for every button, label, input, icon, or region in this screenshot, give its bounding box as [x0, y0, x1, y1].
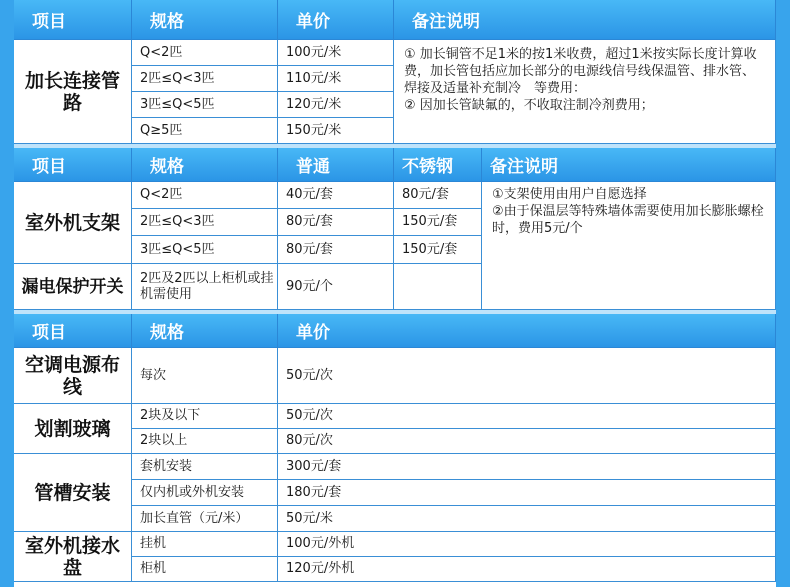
s1-note: ① 加长铜管不足1米的按1米收费，超过1米按实际长度计算收费，加长管包括应加长部分的电源线信号线保温管、排水管、焊接及适量补充制冷 等费用： ② 因加长管缺氟的，不收取注制冷剂费用； — [394, 40, 776, 144]
s3-pipe-price-3: 50元/米 — [278, 506, 776, 532]
price-table — [14, 0, 776, 587]
s3-glass-price-2: 80元/次 — [278, 429, 776, 454]
s3-tray-price-1: 100元/外机 — [278, 532, 776, 557]
s1-spec-3: 3匹≤Q<5匹 — [132, 92, 278, 118]
s1-price-4: 150元/米 — [278, 118, 394, 144]
s2-bracket-normal-2: 80元/套 — [278, 209, 394, 236]
s2-leakage-price: 90元/个 — [278, 264, 394, 310]
s2-leakage-steel-empty — [394, 264, 482, 310]
s1-header-price: 单价 — [278, 0, 394, 40]
s3-pipe-price-1: 300元/套 — [278, 454, 776, 480]
s3-tray-spec-2: 柜机 — [132, 557, 278, 582]
s1-spec-2: 2匹≤Q<3匹 — [132, 66, 278, 92]
s1-category: 加长连接管路 — [14, 40, 132, 144]
s3-pipe-category: 管槽安装 — [14, 454, 132, 532]
s1-header-item: 项目 — [14, 0, 132, 40]
s1-header-spec: 规格 — [132, 0, 278, 40]
s2-header-note: 备注说明 — [482, 148, 776, 182]
s3-pipe-price-2: 180元/套 — [278, 480, 776, 506]
s3-glass-price-1: 50元/次 — [278, 404, 776, 429]
s3-wiring-category: 空调电源布线 — [14, 348, 132, 404]
s3-glass-category: 划割玻璃 — [14, 404, 132, 454]
s2-header-steel: 不锈钢 — [394, 148, 482, 182]
s2-leakage-category: 漏电保护开关 — [14, 264, 132, 310]
s2-leakage-spec: 2匹及2匹以上柜机或挂机需使用 — [132, 264, 278, 310]
s2-bracket-normal-3: 80元/套 — [278, 236, 394, 264]
s2-bracket-spec-3: 3匹≤Q<5匹 — [132, 236, 278, 264]
s3-header-price: 单价 — [278, 314, 776, 348]
s1-price-1: 100元/米 — [278, 40, 394, 66]
s2-bracket-normal-1: 40元/套 — [278, 182, 394, 209]
s1-spec-4: Q≥5匹 — [132, 118, 278, 144]
s3-tray-spec-1: 挂机 — [132, 532, 278, 557]
s3-tray-category: 室外机接水盘 — [14, 532, 132, 582]
s2-header-item: 项目 — [14, 148, 132, 182]
s2-bracket-steel-3: 150元/套 — [394, 236, 482, 264]
s1-price-2: 110元/米 — [278, 66, 394, 92]
s2-bracket-steel-2: 150元/套 — [394, 209, 482, 236]
s3-glass-spec-1: 2块及以下 — [132, 404, 278, 429]
s2-bracket-steel-1: 80元/套 — [394, 182, 482, 209]
s2-bracket-category: 室外机支架 — [14, 182, 132, 264]
s3-header-spec: 规格 — [132, 314, 278, 348]
s3-wiring-price: 50元/次 — [278, 348, 776, 404]
s2-header-spec: 规格 — [132, 148, 278, 182]
s3-pipe-spec-3: 加长直管（元/米） — [132, 506, 278, 532]
s2-bracket-spec-1: Q<2匹 — [132, 182, 278, 209]
s2-bracket-spec-2: 2匹≤Q<3匹 — [132, 209, 278, 236]
s3-wiring-spec: 每次 — [132, 348, 278, 404]
s3-pipe-spec-2: 仅内机或外机安装 — [132, 480, 278, 506]
s2-header-normal: 普通 — [278, 148, 394, 182]
s3-tray-price-2: 120元/外机 — [278, 557, 776, 582]
s1-spec-1: Q<2匹 — [132, 40, 278, 66]
s2-note: ①支架使用由用户自愿选择 ②由于保温层等特殊墙体需要使用加长膨胀螺栓时，费用5元/个 — [482, 182, 776, 310]
s3-glass-spec-2: 2块以上 — [132, 429, 278, 454]
s1-price-3: 120元/米 — [278, 92, 394, 118]
s3-pipe-spec-1: 套机安装 — [132, 454, 278, 480]
s3-header-item: 项目 — [14, 314, 132, 348]
s1-header-note: 备注说明 — [394, 0, 776, 40]
